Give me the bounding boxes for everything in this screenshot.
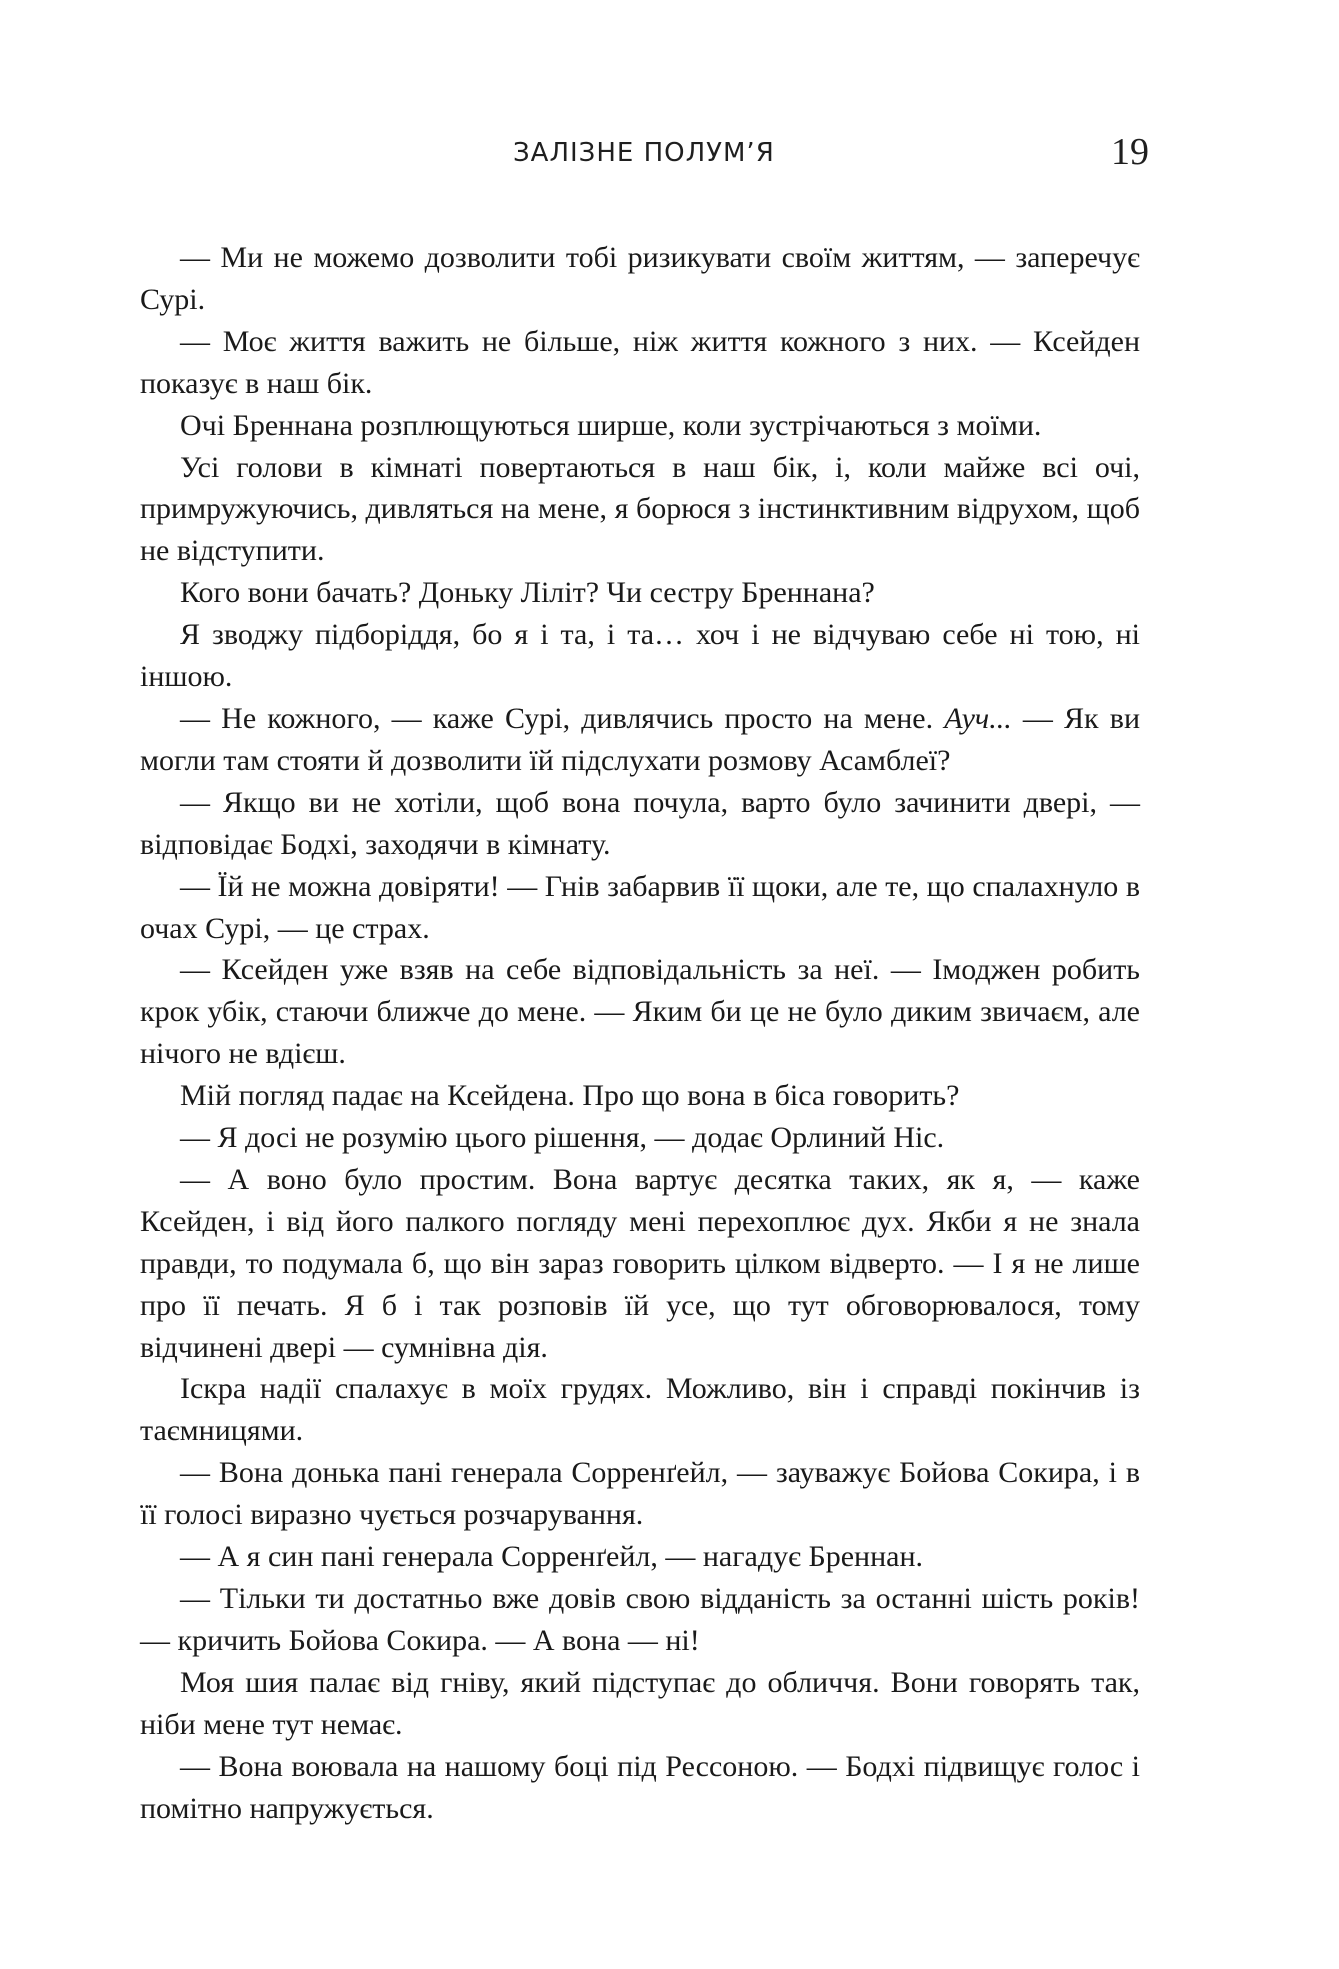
paragraph: Моя шия палає від гніву, який підступає до обличчя. Вони говорять так, ніби мене тут немає.: [140, 1665, 1140, 1741]
paragraph: Іскра надії спалахує в моїх грудях. Можливо, він і справді покінчив із таємницями.: [140, 1372, 1140, 1448]
paragraph: Мій погляд падає на Ксейдена. Про що вона в біса говорить?: [180, 1079, 960, 1113]
paragraph: Кого вони бачать? Доньку Ліліт? Чи сестру Бреннана?: [180, 576, 875, 610]
paragraph: — Вона донька пані генерала Сорренґейл, — зауважує Бойова Сокира, і в її голосі виразно чується розчарування.: [140, 1456, 1140, 1532]
paragraph: — Їй не можна довіряти! — Гнів забарвив її щоки, але те, що спалахнуло в очах Сурі, — це страх.: [140, 869, 1140, 945]
paragraph: — Ми не можемо дозволити тобі ризикувати своїм життям, — заперечує Сурі.: [140, 241, 1140, 316]
paragraph: — Вона воювала на нашому боці під Рессоною. — Бодхі підвищує голос і помітно напружується.: [140, 1749, 1140, 1825]
paragraph: Я зводжу підборіддя, бо я і та, і та… хоч і не відчуваю себе ні тою, ні іншою.: [140, 618, 1140, 694]
paragraph-text: — Не кожного, — каже Сурі, дивлячись просто на мене.: [180, 701, 945, 735]
italic-interjection: Ауч...: [944, 701, 1012, 735]
paragraph: — А я син пані генерала Сорренґейл, — нагадує Бреннан.: [180, 1540, 924, 1574]
running-head-title: ЗАЛІЗНЕ ПОЛУМ’Я: [513, 138, 775, 168]
paragraph: — Тільки ти достатньо вже довів свою відданість за останні шість років! — кричить Бойова Сокира. — А вона — ні!: [140, 1582, 1140, 1657]
paragraph: — Моє життя важить не більше, ніж життя кожного з них. — Ксейден показує в наш бік.: [140, 324, 1140, 400]
paragraph: — Я досі не розумію цього рішення, — додає Орлиний Ніс.: [180, 1121, 945, 1155]
paragraph: Очі Бреннана розплющуються ширше, коли зустрічаються з моїми.: [180, 408, 1042, 442]
body-text: [140, 237, 1140, 1829]
page-number: 19: [1111, 131, 1149, 173]
paragraph-text: — Як ви могли там стояти й дозволити їй підслухати розмову Асамблеї?: [140, 701, 1140, 777]
paragraph: — А воно було простим. Вона вартує десятка таких, як я, — каже Ксейден, і від його палкого погляду мені перехоплює дух. Якби я не знала правди, то подумала б, що він зараз говорить цілком відверто. — І я не лише про її печать. Я б і так розповів їй усе, що тут обговорювалося, тому відчинені двері — сумнівна дія.: [140, 1162, 1140, 1364]
paragraph: Усі голови в кімнаті повертаються в наш бік, і, коли майже всі очі, примружуючись, дивляться на мене, я борюся з інстинктивним відрухом, щоб не відступити.: [140, 450, 1140, 568]
paragraph: — Ксейден уже взяв на себе відповідальність за неї. — Імоджен робить крок убік, стаючи ближче до мене. — Яким би це не було диким звичаєм, але нічого не вдієш.: [140, 953, 1140, 1071]
paragraph: [140, 698, 1140, 782]
paragraph: — Якщо ви не хотіли, щоб вона почула, варто було зачинити двері, — відповідає Бодхі, заходячи в кімнату.: [140, 785, 1140, 861]
